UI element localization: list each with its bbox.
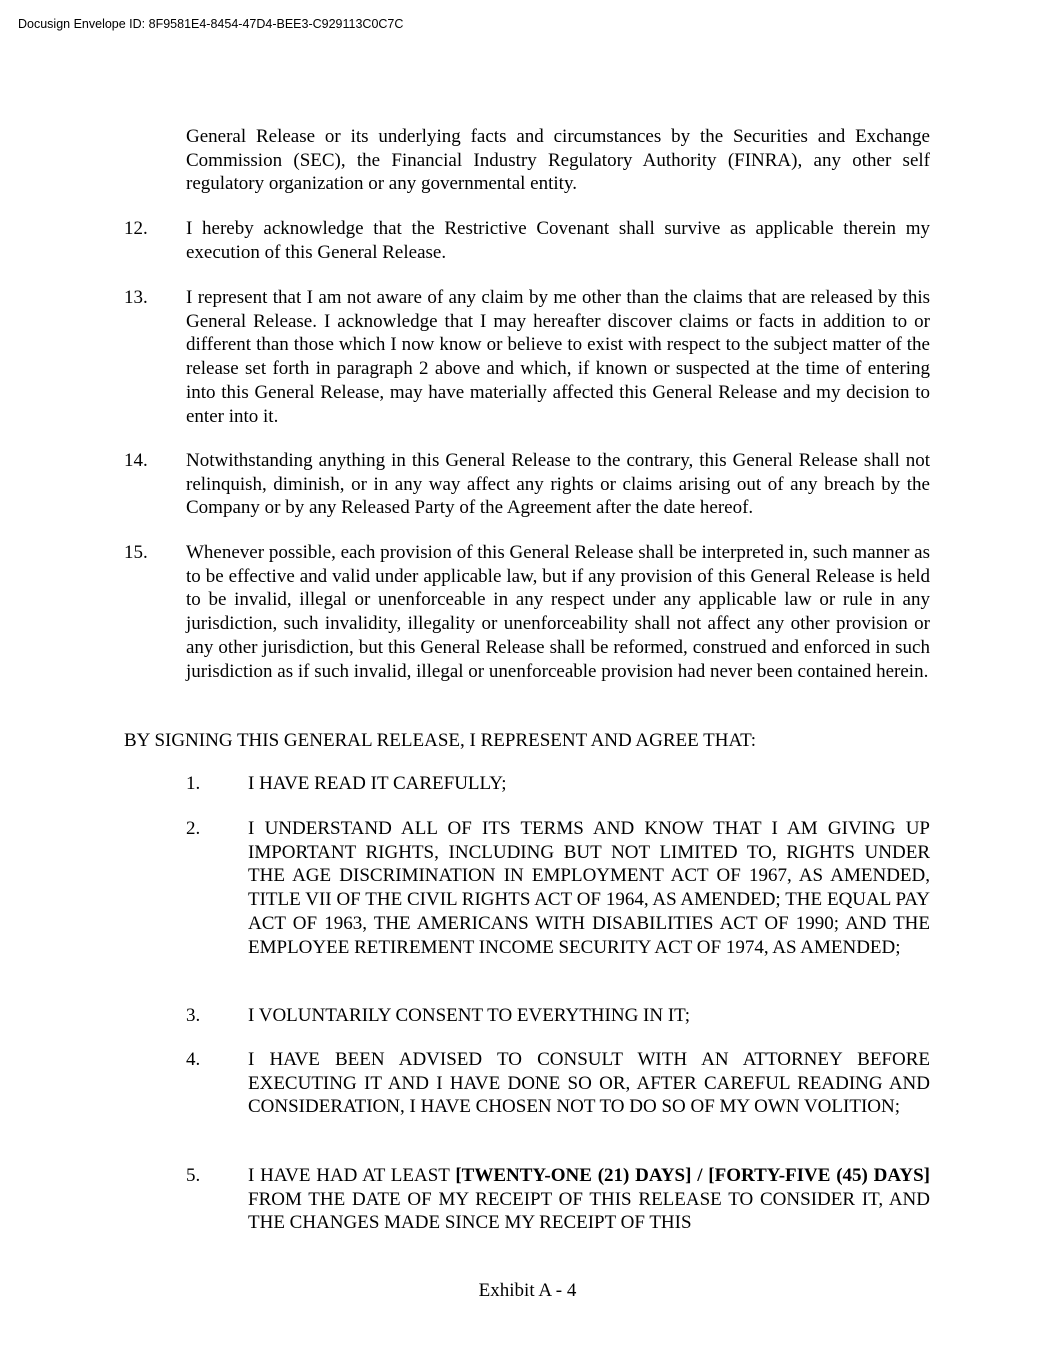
- list-item-number: 4.: [186, 1049, 201, 1070]
- paragraph-15: [124, 541, 930, 683]
- paragraph-number: 13.: [124, 287, 148, 308]
- acknowledgement-heading: BY SIGNING THIS GENERAL RELEASE, I REPRESENT AND AGREE THAT:: [124, 730, 757, 751]
- list-item-text: I HAVE READ IT CAREFULLY;: [248, 773, 507, 794]
- list-item-number: 5.: [186, 1165, 201, 1186]
- list-item-1: [186, 772, 930, 796]
- paragraph-text: Whenever possible, each provision of this General Release shall be interpreted in, such manner as to be effective and valid under applicable law, but if any provision of this General Release is held to be invalid, illegal or unenforceable in any respect under any applicable law or rule in any jurisdiction, such invalidity, illegality or unenforceability shall not affect any other provision or any other jurisdiction, but this General Release shall be reformed, construed and enforced in such jurisdiction as if such invalid, illegal or unenforceable provision had never been contained herein.: [186, 542, 930, 682]
- paragraph-text: I hereby acknowledge that the Restrictive Covenant shall survive as applicable therein my execution of this General Release.: [186, 218, 930, 263]
- list-item-text-end: FROM THE DATE OF MY RECEIPT OF THIS RELEASE TO CONSIDER IT, AND THE CHANGES MADE SINCE MY RECEIPT OF THIS: [248, 1188, 930, 1234]
- paragraph-number: 12.: [124, 218, 148, 239]
- continuation-paragraph: General Release or its underlying facts and circumstances by the Securities and Exchange Commission (SEC), the Financial Industry Regulatory Authority (FINRA), any other self regulatory organization or any governmental entity.: [186, 126, 930, 195]
- paragraph-text: I represent that I am not aware of any claim by me other than the claims that are released by this General Release. I acknowledge that I may hereafter discover claims or facts in addition to or different than those which I now know or believe to exist with respect to the subject matter of the release set forth in paragraph 2 above and which, if known or suspected at the time of entering into this General Release, may have materially affected this General Release and my decision to enter into it.: [186, 287, 930, 427]
- page-footer: Exhibit A - 4: [478, 1280, 577, 1301]
- paragraph-text: Notwithstanding anything in this General Release to the contrary, this General Release shall not relinquish, diminish, or in any way affect any rights or claims arising out of any breach by the Company or by any Released Party of the Agreement after the date hereof.: [186, 450, 930, 519]
- list-item-text: I HAVE BEEN ADVISED TO CONSULT WITH AN ATTORNEY BEFORE EXECUTING IT AND I HAVE DONE SO OR, AFTER CAREFUL READING AND CONSIDERATION, I HAVE CHOSEN NOT TO DO SO OF MY OWN VOLITION;: [248, 1049, 930, 1118]
- list-item-text: I UNDERSTAND ALL OF ITS TERMS AND KNOW THAT I AM GIVING UP IMPORTANT RIGHTS, INCLUDING BUT NOT LIMITED TO, RIGHTS UNDER THE AGE DISCRIMINATION IN EMPLOYMENT ACT OF 1967, AS AMENDED, TITLE VII OF THE CIVIL RIGHTS ACT OF 1964, AS AMENDED; THE EQUAL PAY ACT OF 1963, THE AMERICANS WITH DISABILITIES ACT OF 1990; AND THE EMPLOYEE RETIREMENT INCOME SECURITY ACT OF 1974, AS AMENDED;: [248, 818, 930, 958]
- paragraph-13: [124, 286, 930, 428]
- paragraph-number: 15.: [124, 542, 148, 563]
- paragraph-14: [124, 449, 930, 520]
- paragraph-number: 14.: [124, 450, 148, 471]
- docusign-envelope-id: Docusign Envelope ID: 8F9581E4-8454-47D4-BEE3-C929113C0C7C: [18, 17, 404, 31]
- list-item-3: [186, 1004, 930, 1028]
- list-item-text-start: I HAVE HAD AT LEAST: [248, 1165, 456, 1186]
- review-period-bold: [TWENTY-ONE (21) DAYS] / [FORTY-FIVE (45) DAYS]: [455, 1165, 930, 1186]
- list-item-2: [186, 817, 930, 959]
- list-item-number: 2.: [186, 818, 201, 839]
- list-item-number: 1.: [186, 773, 201, 794]
- list-item-4: [186, 1048, 930, 1119]
- list-item-text: I VOLUNTARILY CONSENT TO EVERYTHING IN IT;: [248, 1005, 691, 1026]
- list-item-5: [186, 1164, 930, 1235]
- list-item-text: [248, 1164, 930, 1235]
- paragraph-12: [124, 217, 930, 264]
- list-item-number: 3.: [186, 1005, 201, 1026]
